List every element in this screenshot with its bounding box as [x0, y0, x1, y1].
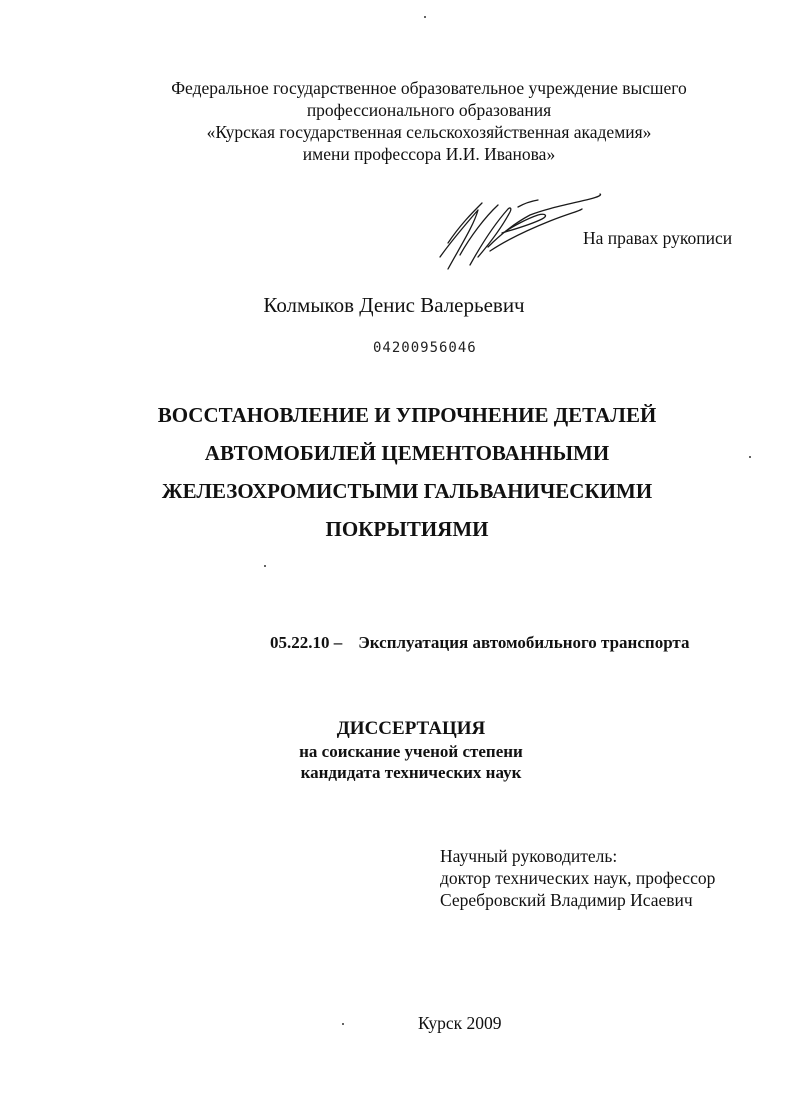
advisor-degree: доктор технических наук, профессор — [440, 868, 716, 888]
registration-number: 04200956046 — [373, 340, 477, 356]
title-line-2: АВТОМОБИЛЕЙ ЦЕМЕНТОВАННЫМИ — [204, 441, 610, 465]
scan-speck — [424, 16, 426, 18]
specialty-name: Эксплуатация автомобильного транспорта — [358, 633, 690, 652]
institution-line-2: профессионального образования — [306, 100, 552, 120]
specialty — [270, 633, 689, 653]
institution-line-1: Федеральное государственное образовательное учреждение высшего — [171, 78, 687, 98]
dissertation-heading: ДИССЕРТАЦИЯ — [336, 718, 486, 739]
institution-line-3: «Курская государственная сельскохозяйственная академия» — [206, 122, 652, 142]
dissertation-degree-line-2: кандидата технических наук — [300, 763, 522, 782]
scan-speck — [342, 1023, 344, 1025]
title-line-4: ПОКРЫТИЯМИ — [325, 517, 489, 541]
signature-icon — [430, 185, 605, 275]
title-line-3: ЖЕЛЕЗОХРОМИСТЫМИ ГАЛЬВАНИЧЕСКИМИ — [161, 479, 653, 503]
specialty-code: 05.22.10 – — [270, 633, 343, 652]
institution-line-4: имени профессора И.И. Иванова» — [302, 144, 556, 164]
advisor-label: Научный руководитель: — [440, 846, 618, 866]
author-name: Колмыков Денис Валерьевич — [263, 293, 525, 317]
city-year: Курск 2009 — [418, 1013, 502, 1033]
scan-speck — [749, 456, 751, 458]
scan-speck — [264, 565, 266, 567]
advisor-name: Серебровский Владимир Исаевич — [440, 890, 693, 910]
dissertation-degree-line-1: на соискание ученой степени — [299, 742, 523, 761]
title-line-1: ВОССТАНОВЛЕНИЕ И УПРОЧНЕНИЕ ДЕТАЛЕЙ — [157, 403, 657, 427]
manuscript-rights-note: На правах рукописи — [583, 228, 733, 248]
